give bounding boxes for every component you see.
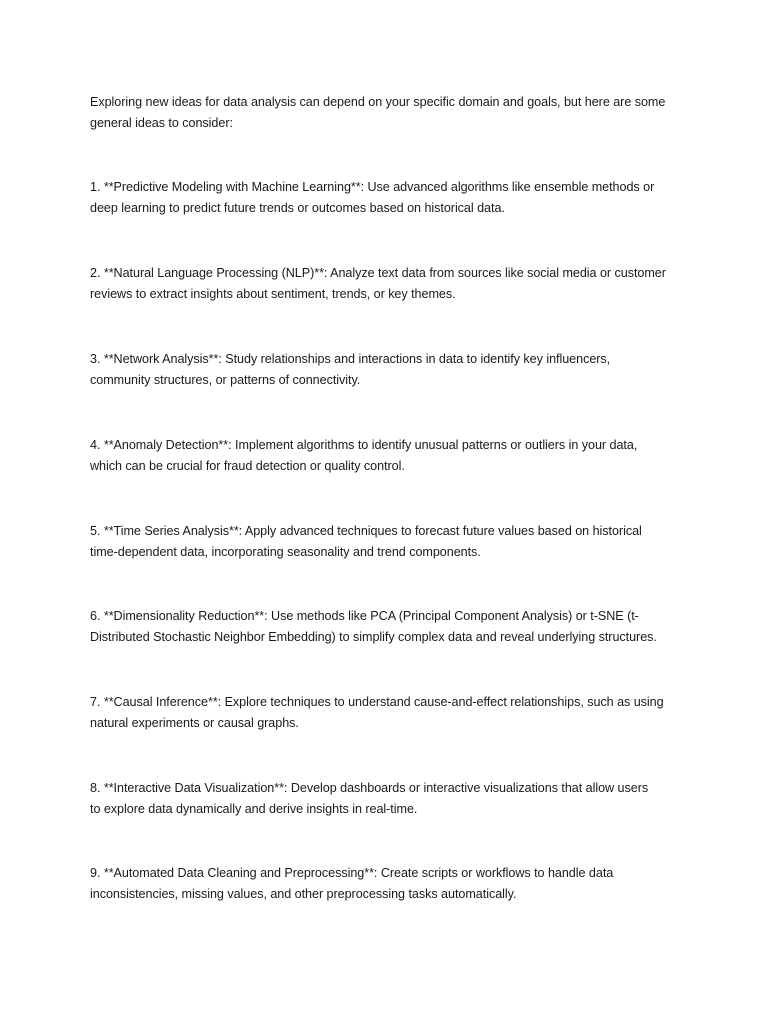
intro-paragraph: Exploring new ideas for data analysis can depend on your specific domain and goals, but here are some general ideas to consider:: [90, 95, 666, 130]
list-item: 3. **Network Analysis**: Study relationships and interactions in data to identify key influencers, community structures, or patterns of connectivity.: [90, 352, 611, 387]
list-item: 4. **Anomaly Detection**: Implement algorithms to identify unusual patterns or outliers in your data, which can be crucial for fraud detection or quality control.: [90, 438, 638, 473]
list-item: 2. **Natural Language Processing (NLP)**: Analyze text data from sources like social media or customer reviews to extract insights about sentiment, trends, or key themes.: [90, 266, 666, 301]
list-item: 9. **Automated Data Cleaning and Preprocessing**: Create scripts or workflows to handle data inconsistencies, missing values, and other preprocessing tasks automatically.: [90, 866, 614, 901]
list-item: 7. **Causal Inference**: Explore techniques to understand cause-and-effect relationships, such as using natural experiments or causal graphs.: [90, 695, 664, 730]
list-item: 6. **Dimensionality Reduction**: Use methods like PCA (Principal Component Analysis) or t-SNE (t- Distributed Stochastic Neighbor Embedding) to simplify complex data and reveal underlying structures.: [90, 609, 657, 644]
list-item: 1. **Predictive Modeling with Machine Learning**: Use advanced algorithms like ensemble methods or deep learning to predict future trends or outcomes based on historical data.: [90, 180, 655, 215]
list-item: 8. **Interactive Data Visualization**: Develop dashboards or interactive visualizations that allow users to explore data dynamically and derive insights in real-time.: [90, 781, 649, 816]
list-item: 5. **Time Series Analysis**: Apply advanced techniques to forecast future values based on historical time-dependent data, incorporating seasonality and trend components.: [90, 524, 642, 559]
